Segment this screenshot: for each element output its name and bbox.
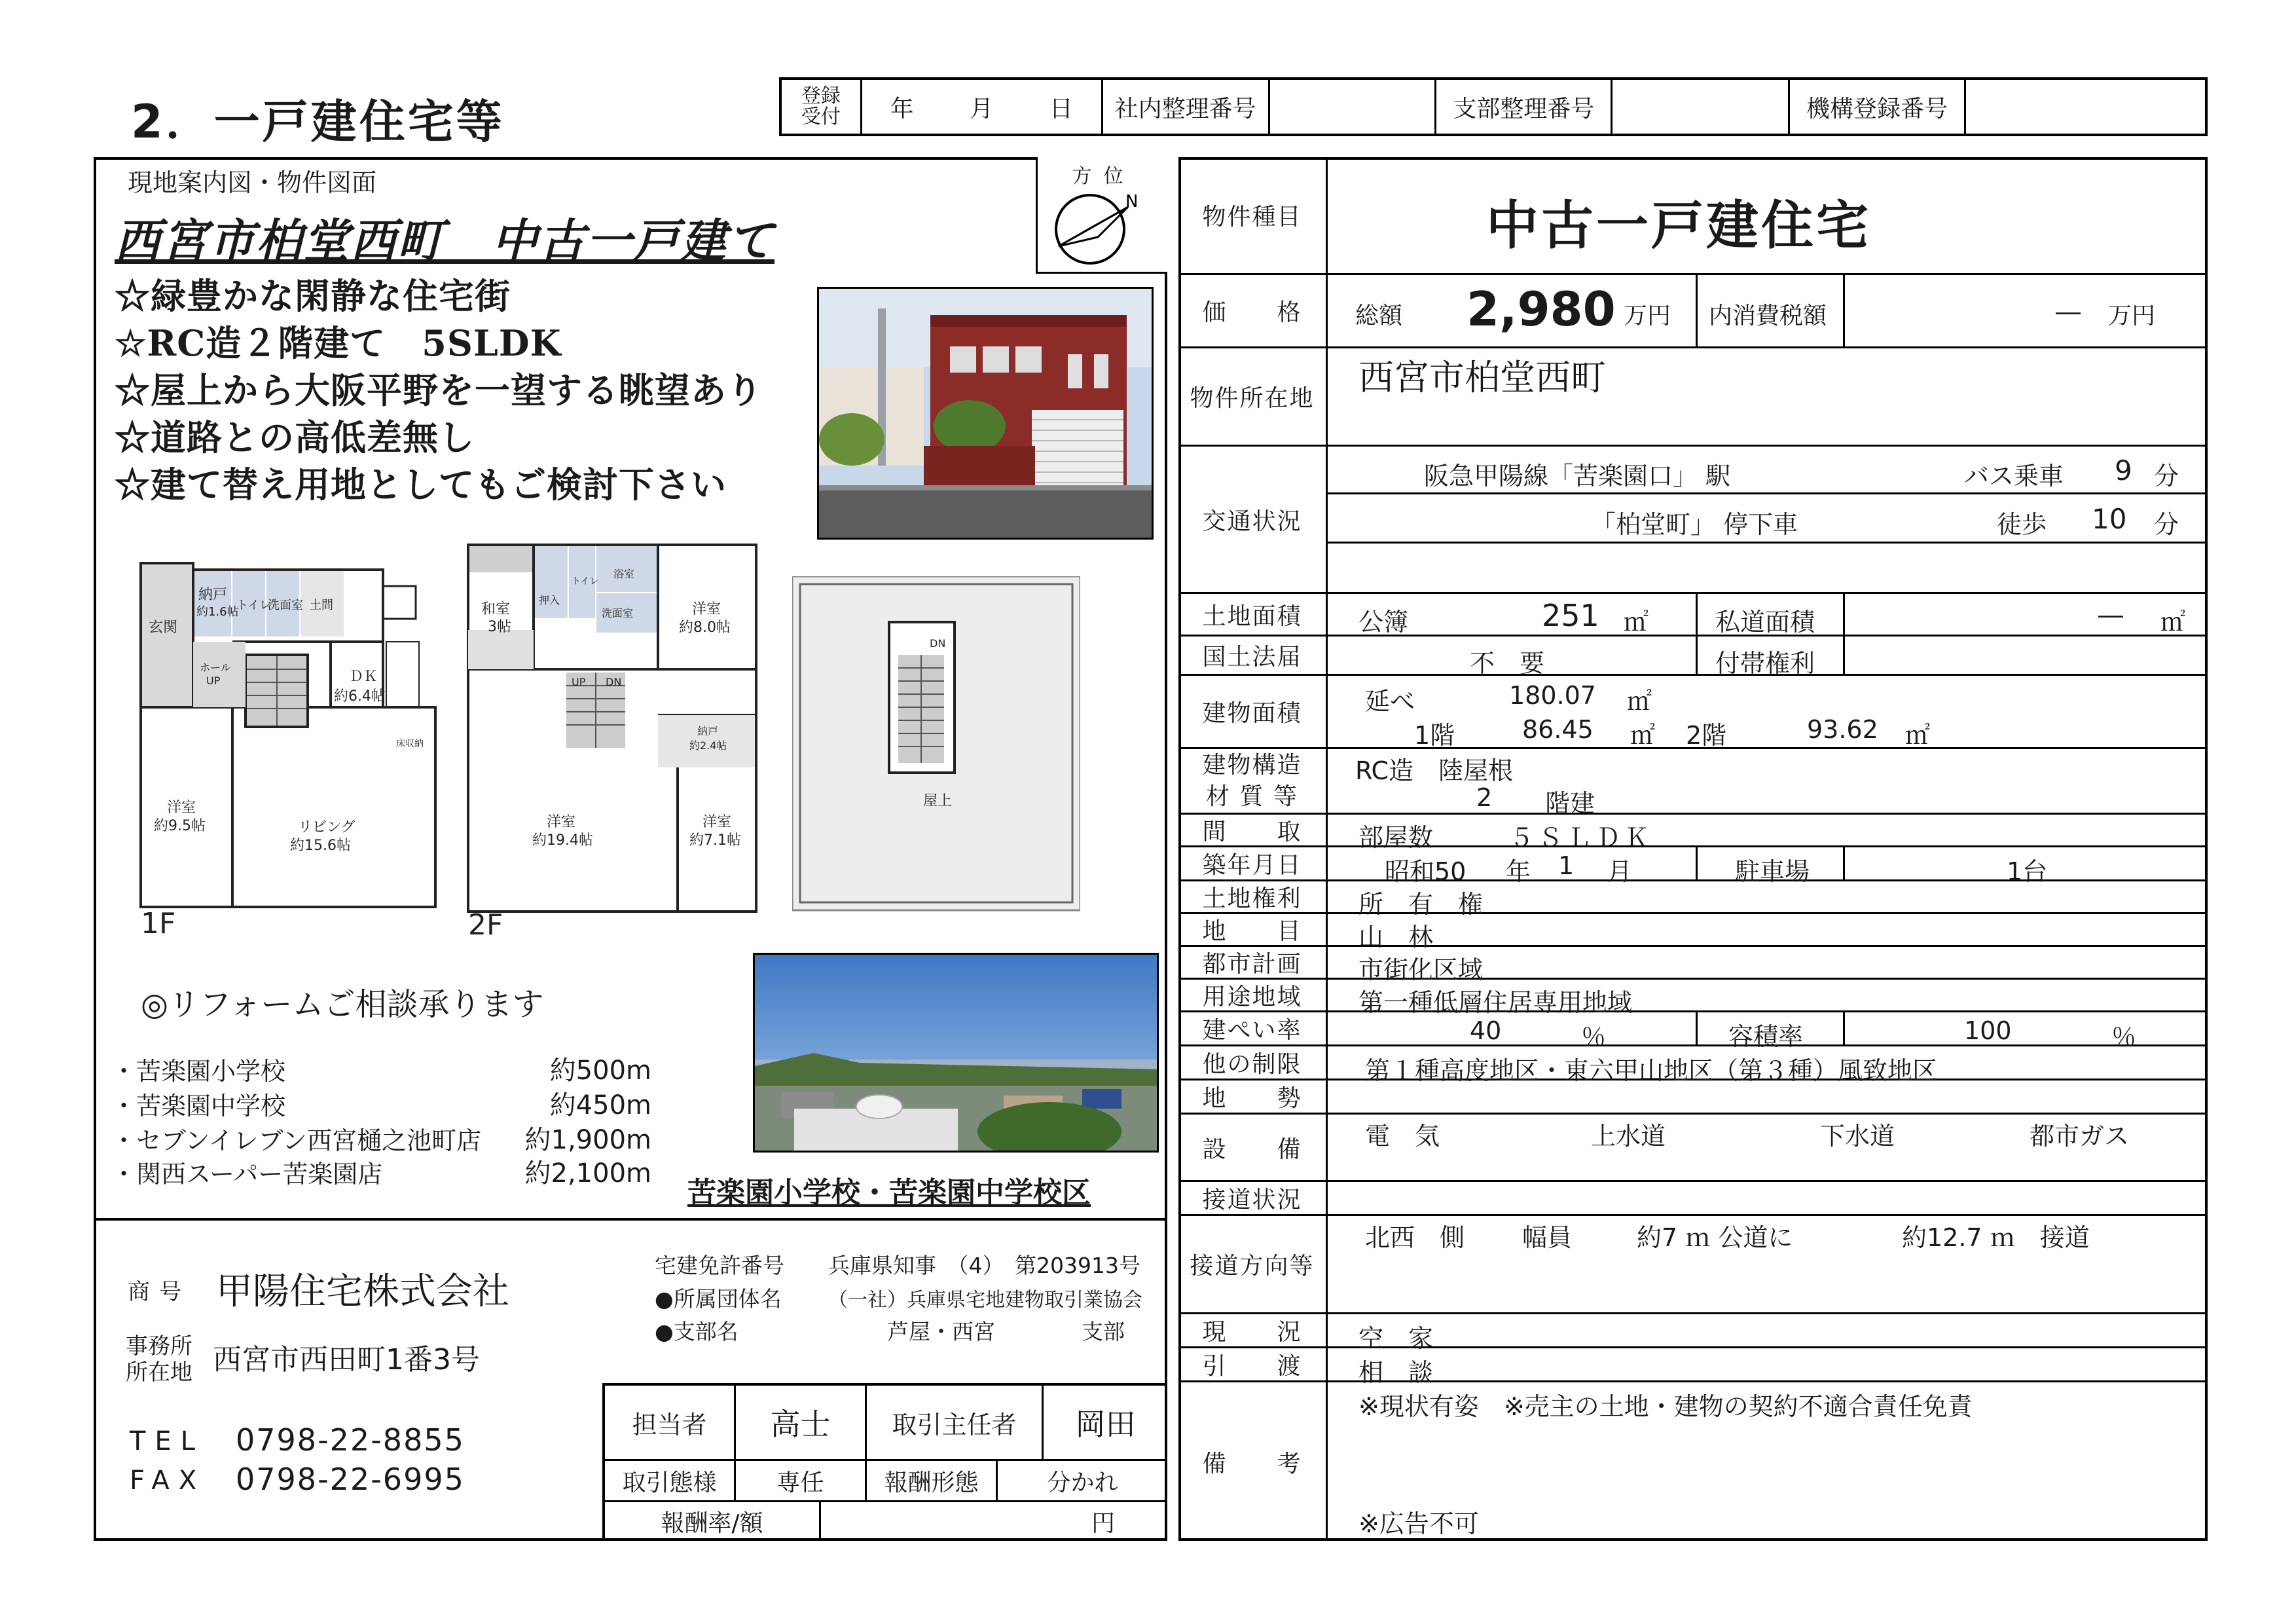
total-floor-unit: ㎡ [1627, 687, 1652, 716]
fp1-washroom: 洗面室 [268, 599, 303, 612]
city-plan-value: 市街化区域 [1358, 955, 1484, 984]
row-kokudo [1178, 637, 2208, 676]
floor-plan-2f [462, 538, 769, 940]
coverage-label: 建ぺい率 [1178, 1012, 1328, 1044]
type-value: 中古一戸建住宅 [1486, 195, 1871, 256]
traffic-unit-2: 分 [2154, 510, 2179, 539]
compass-label: 方位 [1072, 165, 1135, 188]
nearby-dist-4: 約2,100m [524, 1158, 651, 1189]
office-label-2: 所在地 [126, 1359, 192, 1386]
traffic-stop: 「柏堂町」 停下車 [1591, 510, 1798, 539]
nearby-dist-3: 約1,900m [524, 1125, 651, 1155]
fp2-dn: DN [606, 676, 622, 688]
row-zoning [1178, 980, 2208, 1017]
tel-number: 0798-22-8855 [236, 1422, 465, 1458]
fp1-up: UP [206, 674, 221, 687]
structure-value: RC造 陸屋根 [1355, 756, 1514, 785]
road-status-label: 接道状況 [1178, 1182, 1328, 1214]
facility-gas: 都市ガス [2030, 1122, 2130, 1151]
company-divider [94, 1218, 1167, 1221]
building-area-label: 建物面積 [1178, 676, 1328, 747]
school-zone: 苦楽園小学校・苦楽園中学校区 [687, 1176, 1091, 1209]
fp2-western3-a: 洋室 [702, 814, 732, 830]
traffic-mode-1: バス乗車 [1964, 462, 2064, 490]
row-structure [1178, 749, 2208, 818]
row-layout [1178, 815, 2208, 852]
tax-label: 内消費税額 [1709, 303, 1827, 329]
private-road-unit: ㎡ [2160, 608, 2186, 637]
company-address: 西宮市西田町1番3号 [213, 1343, 480, 1376]
attached-rights-label: 付帯権利 [1715, 649, 1815, 678]
row-facilities [1178, 1115, 2208, 1182]
land-area-unit: ㎡ [1624, 608, 1649, 637]
stories-value: 2 [1476, 783, 1493, 812]
tax-unit: 万円 [2108, 303, 2156, 329]
total-floor-value: 180.07 [1509, 681, 1596, 710]
rooms-label: 部屋数 [1358, 823, 1434, 852]
traffic-min-2: 10 [2092, 503, 2127, 535]
fp1-closet: 床収納 [396, 739, 424, 749]
deal-type: 専任 [736, 1461, 867, 1502]
fp2-toilet: トイレ [572, 576, 599, 587]
row-road-status [1178, 1182, 2208, 1216]
reform-note: ◎リフォームご相談承ります [141, 986, 544, 1023]
far-pct: ％ [2111, 1022, 2137, 1051]
built-month-unit: 月 [1607, 857, 1633, 886]
layout-label: 間 取 [1178, 815, 1328, 845]
chief-label: 取引主任者 [867, 1386, 1044, 1461]
row-built [1178, 847, 2208, 886]
fp1-storage-a: 納戸 [198, 587, 228, 603]
fp2-storage-b: 約2.4帖 [689, 739, 727, 752]
row-location [1178, 348, 2208, 447]
roof-dn: DN [930, 637, 946, 650]
fee-type: 分かれ [998, 1461, 1167, 1502]
org-no-value [1966, 80, 2205, 134]
land-area-kind: 公簿 [1358, 608, 1409, 637]
price-label: 価 格 [1178, 275, 1328, 346]
fp2-western2-a: 洋室 [547, 814, 576, 830]
type-label: 物件種目 [1178, 157, 1328, 273]
location-label: 物件所在地 [1178, 348, 1328, 445]
nearby-dist-2: 約450m [549, 1090, 651, 1120]
road-width-label: 幅員 [1522, 1223, 1573, 1252]
nearby-name-4: ・関西スーパー苦楽園店 [111, 1160, 383, 1189]
branch-label: ●支部名 [655, 1319, 738, 1344]
fp1-living-a: リビング [298, 819, 355, 836]
handover-label: 引 渡 [1178, 1348, 1328, 1380]
received-date [862, 80, 1103, 134]
total-floor-label: 延べ [1365, 687, 1415, 716]
year-label: 年 [890, 95, 914, 122]
traffic-min-1: 9 [2115, 454, 2132, 487]
private-road-value: ― [2098, 600, 2123, 629]
road-dir-label: 接道方向等 [1178, 1216, 1328, 1312]
f1-label: 1階 [1414, 721, 1455, 750]
road-side: 北西 側 [1365, 1223, 1465, 1252]
land-category-value: 山 林 [1358, 923, 1434, 951]
row-remarks [1178, 1382, 2208, 1541]
coverage-value: 40 [1470, 1016, 1502, 1045]
land-right-value: 所 有 権 [1358, 890, 1484, 919]
f2-value: 93.62 [1807, 715, 1878, 744]
row-land-right [1178, 881, 2208, 919]
remarks-2: ※広告不可 [1358, 1509, 1479, 1538]
feature-3: ☆屋上から大阪平野を一望する眺望あり [115, 369, 763, 411]
fp1-label: 1F [141, 907, 176, 936]
total-price: 2,980 [1467, 282, 1616, 337]
kokudo-label: 国土法届 [1178, 637, 1328, 674]
traffic-label: 交通状況 [1178, 447, 1328, 592]
company-no-label: 社内整理番号 [1103, 80, 1270, 134]
built-month: 1 [1558, 851, 1575, 880]
structure-label-2: 材 質 等 [1206, 783, 1298, 810]
parking-label: 駐車場 [1735, 857, 1810, 886]
branch-suffix: 支部 [1082, 1319, 1125, 1344]
guide-map-label: 現地案内図・物件図面 [128, 168, 377, 197]
facility-electric: 電 気 [1365, 1122, 1440, 1151]
fp2-japanese-b: 3帖 [488, 619, 511, 635]
other-limits-value: 第１種高度地区・東六甲山地区（第３種）風致地区 [1365, 1056, 1938, 1085]
fp1-storage-b: 約1.6帖 [196, 605, 239, 619]
total-label: 総額 [1355, 303, 1403, 329]
built-label: 築年月日 [1178, 847, 1328, 879]
land-right-label: 土地権利 [1178, 881, 1328, 912]
rooftop-view-photo [753, 953, 1159, 1153]
org-no-label: 機構登録番号 [1790, 80, 1966, 134]
f2-unit: ㎡ [1905, 721, 1931, 750]
house-photo [817, 287, 1154, 540]
row-city-plan [1178, 947, 2208, 984]
fp2-storage-a: 納戸 [697, 725, 719, 737]
built-year-unit: 年 [1506, 857, 1531, 886]
day-label: 日 [1049, 95, 1073, 122]
fee-rate-unit: 円 [1091, 1510, 1115, 1537]
fax-number: 0798-22-6995 [236, 1462, 465, 1497]
facility-sewer: 下水道 [1820, 1122, 1895, 1151]
fp1-dk-b: 約6.4帖 [334, 688, 386, 705]
row-land-category [1178, 914, 2208, 951]
row-type [1178, 157, 2208, 275]
f1-unit: ㎡ [1630, 721, 1656, 750]
land-area-label: 土地面積 [1178, 594, 1328, 635]
row-terrain [1178, 1080, 2208, 1115]
other-limits-label: 他の制限 [1178, 1046, 1328, 1079]
row-other-limits [1178, 1046, 2208, 1085]
fp1-dk-a: ＤＫ [349, 669, 378, 685]
branch-no-label: 支部整理番号 [1436, 80, 1613, 134]
stories-unit: 階建 [1545, 789, 1595, 818]
received-label-2: 受付 [801, 105, 841, 128]
row-current [1178, 1314, 2208, 1353]
chief-name: 岡田 [1044, 1386, 1167, 1461]
branch-name: 芦屋・西宮 [887, 1319, 995, 1344]
far-value: 100 [1964, 1016, 2012, 1045]
current-value: 空 家 [1358, 1324, 1434, 1353]
f1-value: 86.45 [1522, 715, 1594, 744]
row-handover [1178, 1348, 2208, 1387]
fp1-western-a: 洋室 [167, 800, 196, 816]
staff-name: 高士 [736, 1386, 867, 1461]
traffic-mode-2: 徒歩 [1997, 510, 2047, 539]
staff-label: 担当者 [605, 1386, 736, 1461]
zoning-value: 第一種低層住居専用地域 [1358, 988, 1633, 1017]
fp2-up: UP [572, 676, 586, 688]
row-land-area [1178, 594, 2208, 637]
coverage-pct: ％ [1581, 1022, 1607, 1051]
compass-box [1036, 157, 1167, 274]
fee-label: 報酬形態 [867, 1461, 998, 1502]
feature-4: ☆道路との高低差無し [115, 416, 475, 458]
kokudo-value: 不 要 [1470, 649, 1545, 678]
remarks-1: ※現状有姿 ※売主の土地・建物の契約不適合責任免責 [1358, 1392, 1973, 1421]
branch-no-value [1613, 80, 1790, 134]
facility-water: 上水道 [1591, 1122, 1666, 1151]
fee-rate-label: 報酬率/額 [605, 1502, 821, 1541]
road-width: 約7 ｍ 公道に [1637, 1223, 1793, 1252]
license-label: 宅建免許番号 [655, 1253, 784, 1278]
staff-table [602, 1383, 1167, 1541]
fp2-bath: 浴室 [613, 568, 635, 580]
nearby-name-1: ・苦楽園小学校 [111, 1057, 286, 1086]
total-unit: 万円 [1624, 303, 1671, 329]
association-label: ●所属団体名 [655, 1286, 782, 1312]
floor-plan-1f [134, 524, 448, 939]
company-name: 甲陽住宅株式会社 [216, 1270, 509, 1313]
structure-label [1178, 749, 1328, 813]
fp2-western-b: 約8.0帖 [679, 619, 731, 636]
nearby-name-3: ・セブンイレブン西宮樋之池町店 [111, 1126, 482, 1155]
fp2-label: 2F [468, 908, 503, 938]
row-price [1178, 275, 2208, 348]
office-label-1: 事務所 [126, 1333, 192, 1359]
feature-2: ☆RC造２階建て 5SLDK [115, 322, 562, 364]
compass-n-label: N [1125, 192, 1139, 212]
company-name-label: 商号 [128, 1279, 191, 1305]
property-heading: 西宮市柏堂西町 中古一戸建て [115, 213, 774, 268]
row-building-area [1178, 676, 2208, 749]
parking-value: 1台 [2007, 857, 2048, 886]
current-label: 現 況 [1178, 1314, 1328, 1346]
traffic-station: 阪急甲陽線「苦楽園口」 駅 [1424, 462, 1731, 490]
fp1-doma: 土間 [310, 599, 333, 612]
month-label: 月 [970, 95, 994, 122]
structure-label-1: 建物構造 [1202, 751, 1302, 779]
road-contact: 約12.7 ｍ 接道 [1902, 1223, 2090, 1252]
zoning-label: 用途地域 [1178, 980, 1328, 1010]
fp1-toilet: トイレ [236, 599, 272, 612]
fp2-western-a: 洋室 [692, 601, 721, 618]
page-title: 2．一戸建住宅等 [131, 95, 505, 149]
tax-value: ― [2056, 297, 2081, 326]
tel-label: TEL [130, 1426, 204, 1456]
row-traffic [1178, 447, 2208, 594]
roof-label: 屋上 [923, 793, 953, 809]
company-no-value [1270, 80, 1437, 134]
remarks-label: 備 考 [1178, 1382, 1328, 1541]
city-plan-label: 都市計画 [1178, 947, 1328, 978]
fp2-western2-b: 約19.4帖 [532, 832, 593, 849]
nearby-name-2: ・苦楽園中学校 [111, 1092, 286, 1120]
fp2-western3-b: 約7.1帖 [689, 832, 741, 849]
location-value: 西宮市柏堂西町 [1358, 357, 1606, 398]
terrain-label: 地 勢 [1178, 1080, 1328, 1113]
facilities-label: 設 備 [1178, 1115, 1328, 1180]
feature-5: ☆建て替え用地としてもご検討下さい [115, 464, 727, 506]
traffic-unit-1: 分 [2154, 462, 2179, 490]
nearby-dist-1: 約500m [549, 1056, 651, 1086]
far-label: 容積率 [1728, 1022, 1804, 1051]
floor-plan-roof [792, 576, 1080, 919]
built-era: 昭和50 [1385, 857, 1467, 886]
land-category-label: 地 目 [1178, 914, 1328, 945]
private-road-label: 私道面積 [1715, 608, 1815, 637]
fax-label: FAX [130, 1466, 206, 1496]
fp2-washroom: 洗面室 [602, 607, 634, 619]
row-road-direction [1178, 1216, 2208, 1314]
fp2-oshiire: 押入 [539, 594, 560, 606]
deal-label: 取引態様 [605, 1461, 736, 1502]
land-area-value: 251 [1542, 598, 1599, 633]
association-name: （一社）兵庫県宅地建物取引業協会 [828, 1289, 1142, 1312]
handover-value: 相 談 [1358, 1358, 1434, 1387]
fp1-entrance: 玄関 [149, 619, 178, 636]
rooms-value: ５ＳＬＤＫ [1509, 823, 1654, 852]
fp1-living-b: 約15.6帖 [290, 838, 351, 854]
fp2-japanese-a: 和室 [481, 601, 511, 618]
f2-label: 2階 [1686, 721, 1727, 750]
feature-1: ☆緑豊かな閑静な住宅街 [115, 275, 511, 317]
received-label-1: 登録 [801, 84, 841, 107]
fp1-hall: ホール [200, 661, 231, 674]
fp1-western-b: 約9.5帖 [154, 818, 206, 834]
row-coverage [1178, 1012, 2208, 1051]
compass-icon [1049, 183, 1148, 268]
received-label [782, 80, 862, 134]
registration-table [779, 77, 2208, 136]
license-number: 兵庫県知事 （4） 第203913号 [828, 1253, 1140, 1278]
